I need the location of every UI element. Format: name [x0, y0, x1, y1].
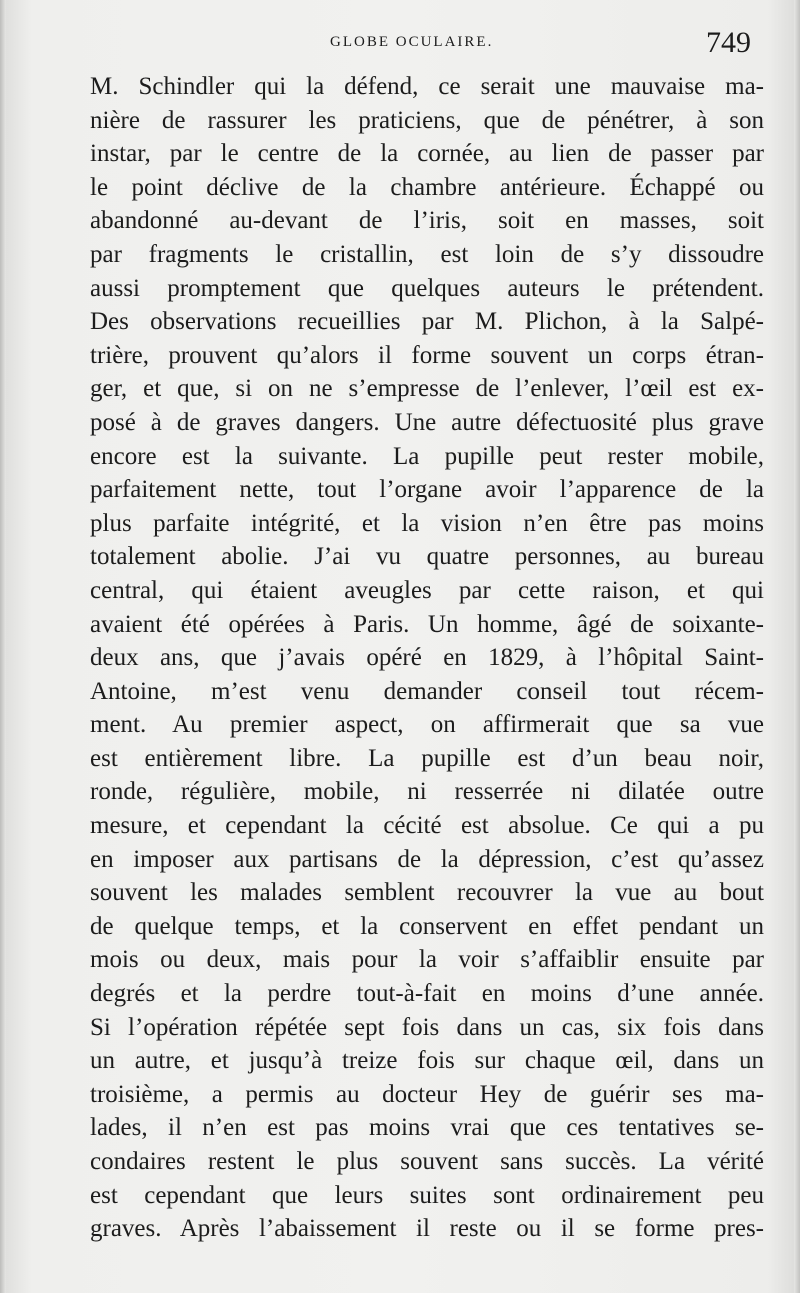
running-title: GLOBE OCULAIRE.: [330, 34, 494, 50]
text-line: degrés et la perdre tout-à-fait en moins d’une année.: [90, 980, 764, 1008]
text-line: de quelque temps, et la conservent en effet pendant un: [90, 912, 764, 940]
text-line: plus parfaite intégrité, et la vision n’en être pas moins: [90, 509, 764, 537]
text-line: parfaitement nette, tout l’organe avoir l’apparence de la: [90, 476, 764, 504]
text-line: Si l’opération répétée sept fois dans un cas, six fois dans: [90, 1013, 764, 1041]
text-line: trière, prouvent qu’alors il forme souvent un corps étran-: [90, 341, 764, 369]
text-line: mesure, et cependant la cécité est absolue. Ce qui a pu: [90, 812, 764, 840]
text-line: graves. Après l’abaissement il reste ou il se forme pres-: [90, 1215, 764, 1243]
text-line: Des observations recueillies par M. Plichon, à la Salpé-: [90, 308, 764, 336]
text-line: le point déclive de la chambre antérieure. Échappé ou: [90, 173, 764, 201]
text-line: nière de rassurer les praticiens, que de pénétrer, à son: [90, 106, 764, 134]
text-line: ger, et que, si on ne s’empresse de l’enlever, l’œil est ex-: [90, 375, 764, 403]
page-left-edge: [0, 0, 6, 1293]
text-line: encore est la suivante. La pupille peut rester mobile,: [90, 442, 764, 470]
text-line: posé à de graves dangers. Une autre défectuosité plus grave: [90, 408, 764, 436]
text-line: central, qui étaient aveugles par cette raison, et qui: [90, 576, 764, 604]
text-line: M. Schindler qui la défend, ce serait une mauvaise ma-: [90, 73, 764, 100]
text-line: est entièrement libre. La pupille est d’un beau noir,: [90, 744, 764, 772]
text-line: totalement abolie. J’ai vu quatre personnes, au bureau: [90, 543, 764, 571]
text-line: lades, il n’en est pas moins vrai que ces tentatives se-: [90, 1114, 764, 1142]
text-line: avaient été opérées à Paris. Un homme, âgé de soixante-: [90, 610, 764, 638]
text-line: souvent les malades semblent recouvrer la vue au bout: [90, 879, 764, 907]
text-line: ronde, régulière, mobile, ni resserrée ni dilatée outre: [90, 778, 764, 806]
page-right-edge: [794, 0, 800, 1293]
text-line: un autre, et jusqu’à treize fois sur chaque œil, dans un: [90, 1047, 764, 1075]
text-line: condaires restent le plus souvent sans succès. La vérité: [90, 1148, 764, 1175]
text-line: Antoine, m’est venu demander conseil tout récem-: [90, 677, 764, 705]
text-line: aussi promptement que quelques auteurs le prétendent.: [90, 274, 764, 302]
text-line: troisième, a permis au docteur Hey de guérir ses ma-: [90, 1080, 764, 1108]
text-line: abandonné au-devant de l’iris, soit en masses, soit: [90, 207, 764, 235]
body-text: [90, 70, 764, 1246]
text-line: mois ou deux, mais pour la voir s’affaiblir ensuite par: [90, 946, 764, 974]
text-line: deux ans, que j’avais opéré en 1829, à l’hôpital Saint-: [90, 644, 764, 672]
page-number: 749: [706, 26, 751, 59]
text-line: est cependant que leurs suites sont ordinairement peu: [90, 1181, 764, 1209]
text-line: par fragments le cristallin, est loin de s’y dissoudre: [90, 240, 764, 268]
text-line: ment. Au premier aspect, on affirmerait que sa vue: [90, 711, 764, 739]
text-line: en imposer aux partisans de la dépression, c’est qu’assez: [90, 845, 764, 873]
text-line: instar, par le centre de la cornée, au lien de passer par: [90, 140, 764, 168]
